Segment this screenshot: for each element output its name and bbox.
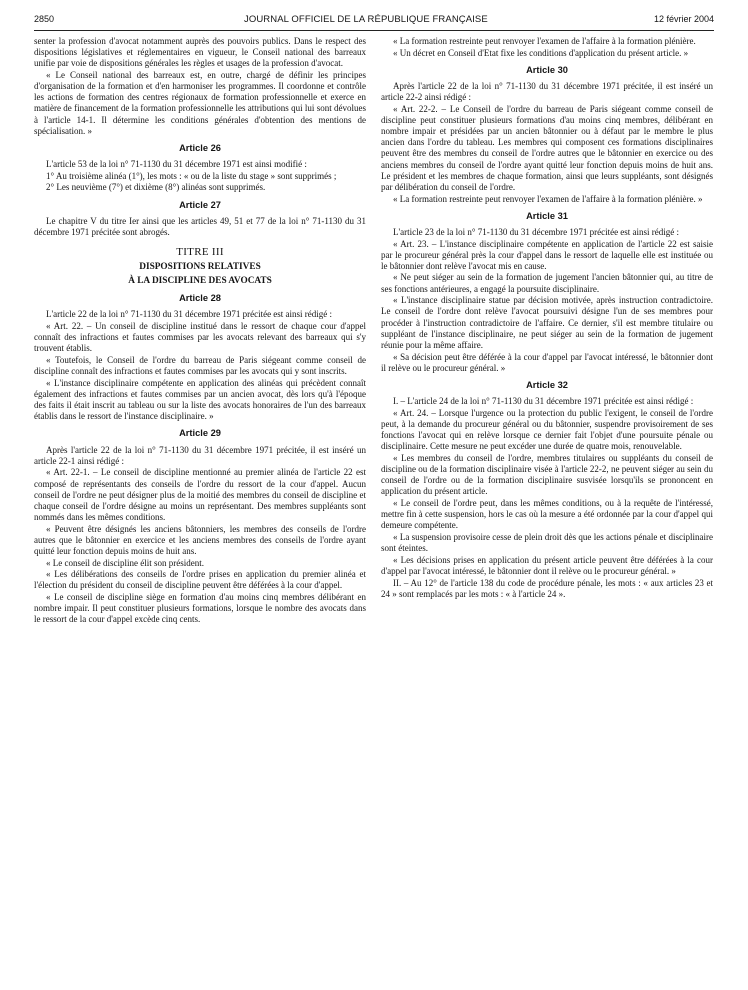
paragraph: Après l'article 22 de la loi n° 71-1130 du 31 décembre 1971 précitée, il est inséré un article 22-1 ainsi rédigé : [34, 444, 366, 466]
article-heading: Article 27 [179, 199, 221, 210]
article-heading: Article 28 [179, 293, 221, 304]
paragraph: « Art. 22-2. – Le Conseil de l'ordre du barreau de Paris siégeant comme conseil de discipline peut constituer plusieurs formations d'au moins cinq membres, délibérant en nombre impair et présidées par un ancien bâtonnier ou à défaut par le membre le plus ancien dans l'ordre du tableau. Les membres qui composent ces formations disciplinaires peuvent être des membres du conseil de l'ordre autres que le bâtonnier en exercice ou des anciens membres du conseil de l'ordre ayant quitté leur fonction depuis moins de huit ans. Le président et les membres de chaque formation, ainsi que leurs suppléants, sont désignés par délibération du conseil de l'ordre. [381, 103, 713, 192]
paragraph: Après l'article 22 de la loi n° 71-1130 du 31 décembre 1971 précitée, il est inséré un article 22-2 ainsi rédigé : [381, 80, 713, 103]
paragraph: « Un décret en Conseil d'Etat fixe les conditions d'application du présent article. » [393, 47, 689, 58]
article-heading: Article 30 [526, 64, 568, 75]
paragraph: « Les délibérations des conseils de l'ordre prises en application du premier alinéa et l'élection du président du conseil de discipline peuvent être déférées à la cour d'appel. [34, 569, 366, 591]
article-heading: Article 32 [526, 379, 568, 390]
paragraph: « L'instance disciplinaire statue par décision motivée, après instruction contradictoire. Le conseil de l'ordre dont relève l'avocat poursuivi désigne l'un de ses membres pour procéder à l'instruction contradictoire de l'affaire. Ce dernier, s'il est membre titulaire ou suppléant de l'instance disciplinaire, ne peut siéger au sein de la formation de jugement réunie pour la même affaire. [381, 295, 713, 350]
left-column [34, 36, 366, 626]
paragraph: « Toutefois, le Conseil de l'ordre du barreau de Paris siégeant comme conseil de discipline connaît des infractions et fautes commises par les avocats qui y sont inscrits. [34, 354, 366, 377]
paragraph: « Les membres du conseil de l'ordre, membres titulaires ou suppléants du conseil de discipline ou de la formation disciplinaire visée à l'article 22-2, ne peuvent siéger au sein du conseil de l'ordre ou de la formation disciplinaire susvisée lorsqu'ils se prononcent en application du présent article. [381, 452, 713, 497]
paragraph: 2° Les neuvième (7°) et dixième (8°) alinéas sont supprimés. [46, 182, 266, 193]
paragraph: I. – L'article 24 de la loi n° 71-1130 du 31 décembre 1971 précitée est ainsi rédigé : [393, 396, 694, 407]
paragraph: L'article 23 de la loi n° 71-1130 du 31 décembre 1971 précitée est ainsi rédigé : [393, 226, 680, 237]
title-subheading: DISPOSITIONS RELATIVES [139, 262, 261, 273]
paragraph: « Le conseil de discipline siège en formation d'au moins cinq membres délibérant en nombre impair. Il peut constituer plusieurs formations, lorsque le nombre des avocats dans le ressort de la cour d'appel excède cinq cents. [34, 592, 366, 625]
publication-date: 12 février 2004 [653, 14, 714, 24]
header-rule [34, 30, 714, 31]
paragraph: II. – Au 12° de l'article 138 du code de procédure pénale, les mots : « aux articles 23 et 24 » sont remplacés par les mots : « à l'article 24 ». [381, 577, 713, 599]
paragraph: « Le conseil de l'ordre peut, dans les mêmes conditions, ou à la requête de l'intéressé, mettre fin à cette suspension, hors le cas où la mesure a été ordonnée par la cour d'appel qui demeure compétente. [381, 497, 713, 531]
paragraph: « Sa décision peut être déférée à la cour d'appel par l'avocat intéressé, le bâtonnier dont il relève ou le procureur général. » [381, 351, 713, 373]
paragraph: L'article 22 de la loi n° 71-1130 du 31 décembre 1971 précitée est ainsi rédigé : [46, 309, 333, 320]
title-subheading: À LA DISCIPLINE DES AVOCATS [128, 275, 272, 286]
paragraph: 1° Au troisième alinéa (1°), les mots : « ou de la liste du stage » sont supprimés ; [46, 170, 337, 181]
page-number: 2850 [34, 14, 55, 24]
paragraph: « Le Conseil national des barreaux est, en outre, chargé de définir les principes d'organisation de la formation et d'en harmoniser les programmes. Il coordonne et contrôle les actions de formation des centres régionaux de formation professionnelle et exerce en matière de financement de la formation professionnelle les attributions qui lui sont dévolues à l'article 14-1. Il détermine les conditions générales d'obtention des mentions de spécialisation. » [34, 69, 366, 136]
page-header [34, 12, 714, 28]
paragraph: « La suspension provisoire cesse de plein droit dès que les actions pénale et disciplinaire sont éteintes. [381, 531, 713, 554]
title-heading: TITRE III [176, 246, 224, 258]
paragraph: senter la profession d'avocat notamment auprès des pouvoirs publics. Dans le respect des dispositions législatives et réglementaires en vigueur, le Conseil national des barreaux unifie par voie de dispositions générales les règles et usages de la profession d'avocat. [34, 36, 366, 69]
paragraph: « Peuvent être désignés les anciens bâtonniers, les membres des conseils de l'ordre autres que le bâtonnier en exercice et les anciens membres des conseils de l'ordre ayant quitté leur fonction depuis moins de huit ans. [34, 523, 366, 556]
paragraph: L'article 53 de la loi n° 71-1130 du 31 décembre 1971 est ainsi modifié : [46, 159, 307, 170]
paragraph: « La formation restreinte peut renvoyer l'examen de l'affaire à la formation plénière. [393, 36, 696, 46]
paragraph: « Art. 24. – Lorsque l'urgence ou la protection du public l'exigent, le conseil de l'ordre peut, à la demande du procureur général ou du bâtonnier, suspendre provisoirement de ses fonctions l'avocat qui en relève lorsque ce dernier fait l'objet d'une poursuite pénale ou disciplinaire. Cette mesure ne peut excéder une durée de quatre mois, renouvelable. [381, 407, 713, 452]
paragraph: « L'instance disciplinaire compétente en application des alinéas qui précèdent connaît également des infractions et fautes commises par un ancien avocat, dès lors qu'à l'époque des faits il était inscrit au tableau ou sur la liste des avocats honoraires de l'un des barreaux établis dans le ressort de l'instance disciplinaire. » [34, 377, 366, 422]
journal-title: JOURNAL OFFICIEL DE LA RÉPUBLIQUE FRANÇAISE [244, 14, 488, 25]
paragraph: « Ne peut siéger au sein de la formation de jugement l'ancien bâtonnier qui, au titre de ses fonctions antérieures, a engagé la poursuite disciplinaire. [381, 272, 713, 294]
paragraph: « Art. 23. – L'instance disciplinaire compétente en application de l'article 22 est saisie par le procureur général près la cour d'appel dans le ressort de laquelle elle est instituée ou le bâtonnier dont relève l'avocat mis en cause. [381, 238, 713, 271]
paragraph: Le chapitre V du titre Ier ainsi que les articles 49, 51 et 77 de la loi n° 71-1130 du 31 décembre 1971 précitée sont abrogés. [34, 215, 366, 237]
paragraph: « Le conseil de discipline élit son président. [46, 557, 204, 568]
article-heading: Article 26 [179, 142, 221, 153]
paragraph: « La formation restreinte peut renvoyer l'examen de l'affaire à la formation plénière. » [393, 193, 703, 204]
article-heading: Article 29 [179, 428, 221, 439]
paragraph: « Les décisions prises en application du présent article peuvent être déférées à la cour d'appel par l'avocat intéressé, le bâtonnier dont il relève ou le procureur général. » [381, 554, 713, 576]
right-column [381, 36, 713, 600]
paragraph: « Art. 22. – Un conseil de discipline institué dans le ressort de chaque cour d'appel connaît des infractions et fautes commises par les avocats relevant des barreaux qui s'y trouvent établis. [34, 320, 366, 354]
article-heading: Article 31 [526, 210, 568, 221]
paragraph: « Art. 22-1. – Le conseil de discipline mentionné au premier alinéa de l'article 22 est composé de représentants des conseils de l'ordre du ressort de la cour d'appel. Aucun conseil de l'ordre ne peut désigner plus de la moitié des membres du conseil de discipline et chaque conseil de l'ordre désigne au moins un représentant. Des membres suppléants sont nommés dans les mêmes conditions. [34, 467, 366, 522]
